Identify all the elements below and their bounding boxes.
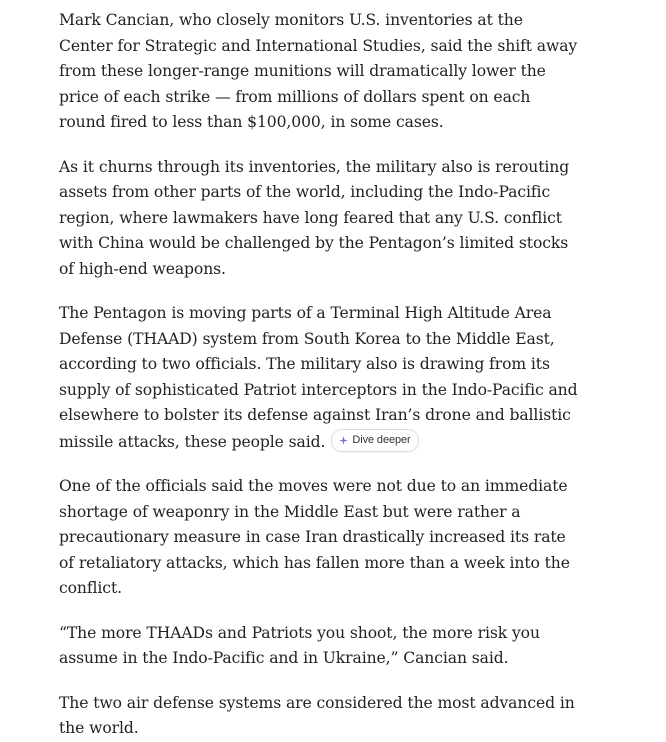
article-body bbox=[59, 8, 579, 742]
paragraph-3 bbox=[59, 301, 579, 455]
paragraph-3-text: The Pentagon is moving parts of a Terminal High Altitude Area Defense (THAAD) system from South Korea to the Middle East, according to two officials. The military also is drawing from its supply of sophisticated Patriot interceptors in the Indo-Pacific and elsewhere to bolster its defense against Iran’s drone and ballistic missile attacks, these people said. bbox=[59, 304, 578, 451]
paragraph-2: As it churns through its inventories, the military also is rerouting assets from other parts of the world, including the Indo-Pacific region, where lawmakers have long feared that any U.S. conflict with China would be challenged by the Pentagon’s limited stocks of high-end weapons. bbox=[59, 157, 570, 278]
dive-deeper-button[interactable] bbox=[331, 429, 418, 452]
paragraph-5: “The more THAADs and Patriots you shoot, the more risk you assume in the Indo-Pacific and in Ukraine,” Cancian said. bbox=[59, 623, 540, 667]
paragraph-1: Mark Cancian, who closely monitors U.S. inventories at the Center for Strategic and International Studies, said the shift away from these longer-range munitions will dramatically lower the price of each strike — from millions of dollars spent on each round fired to less than $100,000, in some cases. bbox=[59, 11, 578, 131]
sparkle-icon bbox=[339, 436, 348, 445]
paragraph-4: One of the officials said the moves were not due to an immediate shortage of weaponry in the Middle East but were rather a precautionary measure in case Iran drastically increased its rate of retaliatory attacks, which has fallen more than a week into the conflict. bbox=[59, 477, 570, 597]
dive-deeper-label: Dive deeper bbox=[352, 433, 411, 446]
paragraph-6: The two air defense systems are considered the most advanced in the world. bbox=[59, 693, 575, 737]
